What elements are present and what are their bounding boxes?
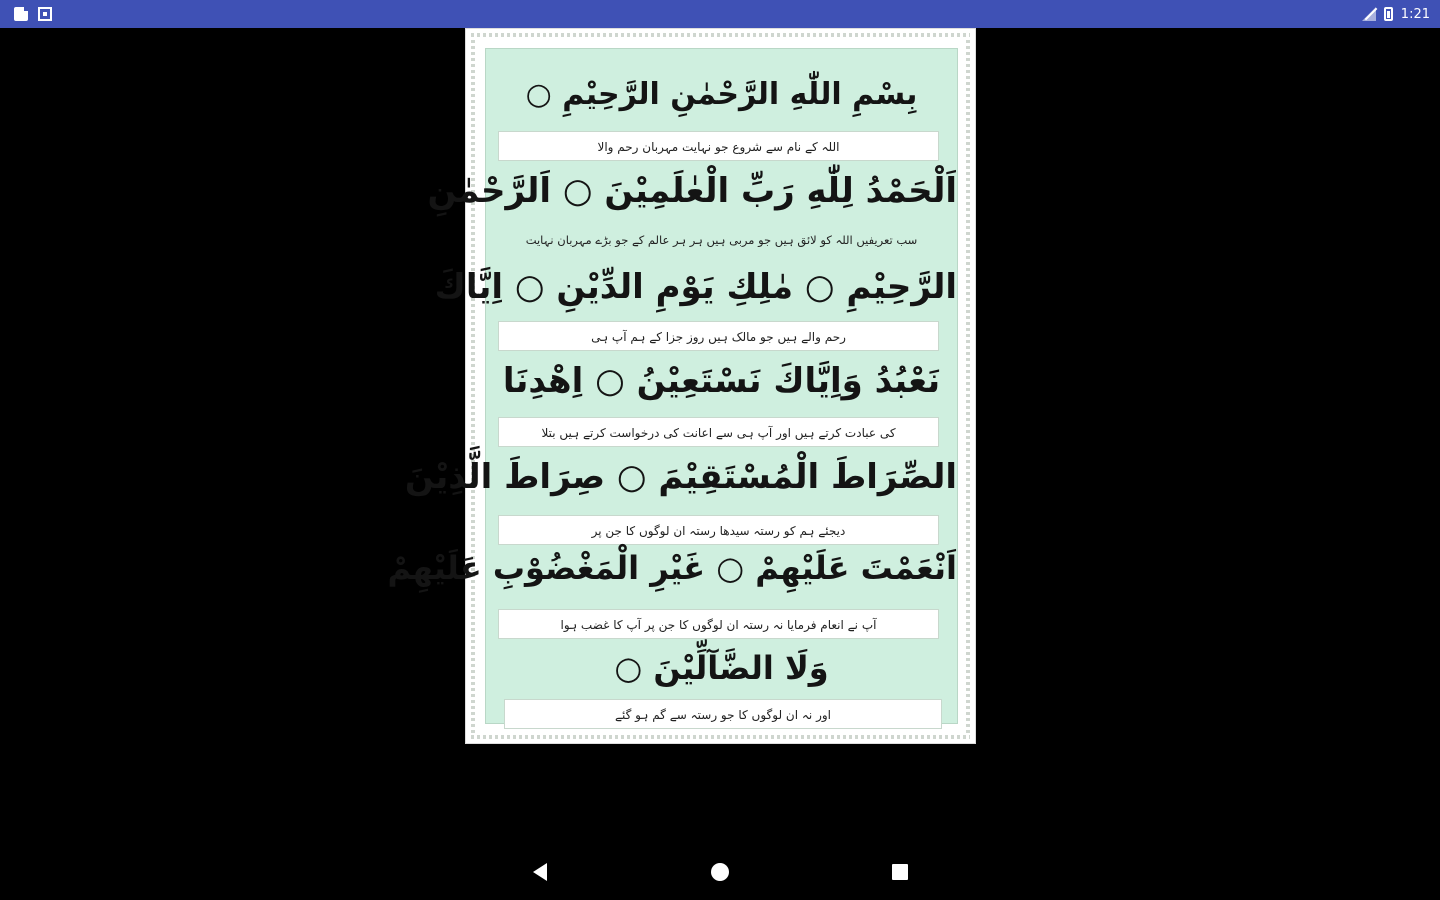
- navigation-bar: [0, 844, 1440, 900]
- translation-line: رحم والے ہیں جو مالک ہیں روز جزا کے ہم آپ ہی: [498, 321, 939, 351]
- verse-line: نَعْبُدُ وَاِيَّاكَ نَسْتَعِيْنُ ○ اِهْدِنَا: [502, 361, 941, 401]
- verse-line: اَنْعَمْتَ عَلَيْهِمْ ○ غَيْرِ الْمَغْضُوْبِ عَلَيْهِمْ: [387, 549, 957, 587]
- system-icons: [1362, 7, 1440, 22]
- app-notification-icon: [38, 7, 52, 21]
- battery-icon: [1384, 7, 1393, 21]
- translation-line: دیجئے ہم کو رستہ سیدھا رستہ ان لوگوں کا جن پر: [498, 515, 939, 545]
- clock: 1:21: [1400, 6, 1430, 22]
- verse-line: الصِّرَاطَ الْمُسْتَقِيْمَ ○ صِرَاطَ الَّذِيْنَ: [404, 457, 957, 497]
- verse-line: وَلَا الضَّآلِّيْنَ ○: [614, 649, 829, 687]
- home-button[interactable]: [630, 844, 810, 900]
- verse-line: الرَّحِيْمِ ○ مٰلِكِ يَوْمِ الدِّيْنِ ○ اِيَّاكَ: [434, 267, 957, 307]
- translation-line: اور نہ ان لوگوں کا جو رستہ سے گم ہو گئے: [504, 699, 942, 729]
- recents-square-icon: [892, 864, 908, 880]
- verse-line: اَلْحَمْدُ لِلّٰهِ رَبِّ الْعٰلَمِيْنَ ○ اَلرَّحْمٰنِ: [427, 171, 957, 211]
- translation-line: سب تعریفیں اللہ کو لائق ہیں جو مربی ہیں ہر ہر عالم کے جو بڑے مہربان نہایت: [525, 233, 918, 247]
- notification-icons: [0, 7, 52, 21]
- translation-line: کی عبادت کرتے ہیں اور آپ ہی سے اعانت کی درخواست کرتے ہیں بتلا: [498, 417, 939, 447]
- surah-panel: [387, 48, 958, 724]
- document-notification-icon: [14, 7, 28, 21]
- back-button[interactable]: [450, 844, 630, 900]
- status-bar: [0, 0, 1440, 28]
- verse-line: بِسْمِ اللّٰهِ الرَّحْمٰنِ الرَّحِيْمِ ○: [525, 77, 918, 112]
- translation-line: اللہ کے نام سے شروع جو نہایت مہربان رحم والا: [498, 131, 939, 161]
- surah-image: [387, 28, 976, 744]
- home-circle-icon: [711, 863, 729, 881]
- recents-button[interactable]: [810, 844, 990, 900]
- translation-line: آپ نے انعام فرمایا نہ رستہ ان لوگوں کا جن پر آپ کا غضب ہوا: [498, 609, 939, 639]
- no-signal-icon: [1362, 7, 1376, 21]
- back-triangle-icon: [533, 863, 547, 881]
